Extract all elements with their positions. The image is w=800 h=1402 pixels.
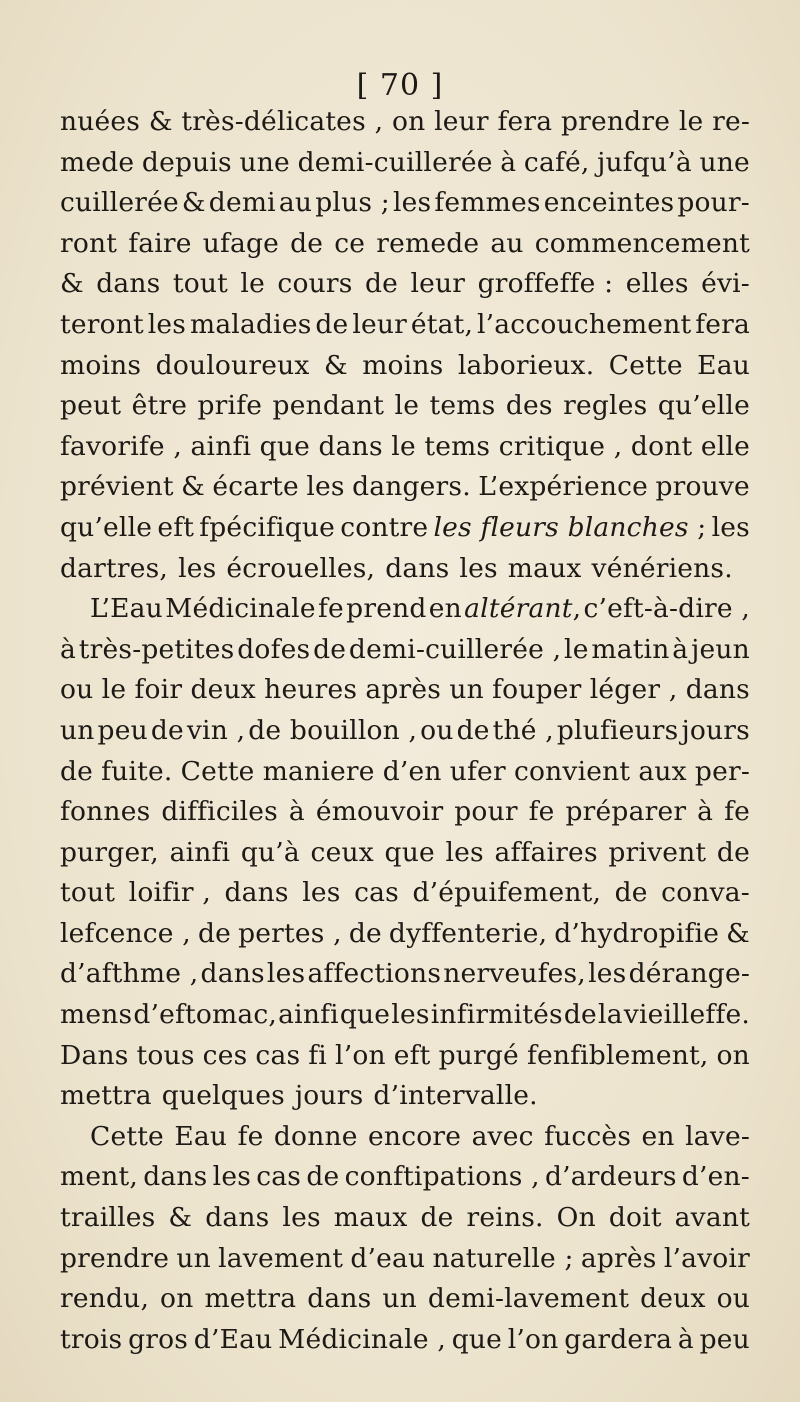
word: de bouillon , <box>248 714 418 746</box>
text-line <box>60 711 750 752</box>
word: les <box>445 836 484 868</box>
word: dyffenterie, <box>388 917 548 949</box>
word: d’en <box>382 755 442 787</box>
word: jours <box>294 1080 364 1112</box>
text-line <box>60 427 750 468</box>
word: groffeffe : <box>477 268 614 300</box>
word: d’ardeurs <box>545 1161 677 1193</box>
word: trailles <box>60 1202 156 1234</box>
word: fi <box>308 1039 327 1071</box>
word: ceux <box>310 836 374 868</box>
text-line <box>60 873 750 914</box>
text-line <box>60 467 750 508</box>
word: à <box>677 1323 694 1355</box>
text-line <box>60 995 750 1036</box>
word: Dans <box>60 1039 129 1071</box>
word: remede <box>376 227 480 259</box>
word: de <box>348 917 382 949</box>
word: écarte <box>212 471 299 503</box>
word: , <box>374 106 384 137</box>
word: dans <box>143 1161 208 1193</box>
word: des <box>505 390 553 422</box>
word: au <box>278 187 313 219</box>
word: plus ; <box>315 187 390 219</box>
word: purger, <box>60 836 159 868</box>
word: les <box>392 187 432 219</box>
word: cours <box>277 268 353 300</box>
word: fera <box>695 308 750 340</box>
word: le <box>678 106 704 137</box>
word: demi-cuillerée <box>297 146 493 178</box>
word: les <box>147 308 187 340</box>
word: fera <box>497 106 553 137</box>
word: naturelle ; <box>432 1242 574 1274</box>
word: de <box>315 308 349 340</box>
word: loifir , <box>128 877 211 909</box>
word: les <box>588 958 627 990</box>
word: doit <box>608 1202 662 1234</box>
word: dans <box>318 430 383 462</box>
word: maniere <box>262 755 375 787</box>
word: très-petites <box>78 633 235 665</box>
body-text <box>60 102 750 1360</box>
word: peu <box>699 1323 750 1355</box>
word: prife <box>197 390 263 422</box>
word: qu’à <box>240 836 300 868</box>
word: dans <box>205 1202 270 1234</box>
word: de <box>364 268 399 300</box>
word: heures <box>264 674 358 706</box>
word: cuillerée <box>60 187 179 219</box>
word: de <box>290 227 324 259</box>
word: les fleurs blanches ; <box>433 511 707 543</box>
word: L’expérience <box>478 471 649 503</box>
word: tems <box>424 430 491 462</box>
word: maux <box>333 1202 408 1234</box>
word: foir <box>134 674 183 706</box>
word: infirmités <box>430 999 563 1031</box>
word: elles <box>625 268 689 300</box>
word: jours <box>681 714 750 746</box>
text-line <box>60 1320 750 1361</box>
word: les <box>711 511 750 543</box>
word: leur <box>410 268 466 300</box>
word: lavement <box>218 1242 344 1274</box>
word: prendre <box>560 106 671 137</box>
word: les <box>459 552 498 584</box>
text-line <box>60 1157 750 1198</box>
text-line <box>60 346 750 387</box>
word: cas <box>256 1161 302 1193</box>
text-line <box>60 1279 750 1320</box>
word: deux <box>640 1283 706 1315</box>
word: l’on <box>507 1323 559 1355</box>
word: & <box>323 349 348 381</box>
word: demi-lavement <box>427 1283 630 1315</box>
word: deux <box>190 674 256 706</box>
word: café, <box>523 146 590 178</box>
word: demi <box>208 187 276 219</box>
word: moins <box>60 349 142 381</box>
text-line <box>60 102 750 143</box>
word: ainfi <box>278 999 339 1031</box>
word: peut <box>60 390 122 422</box>
word: que <box>259 430 310 462</box>
word: On <box>556 1202 596 1234</box>
word: à <box>672 633 689 665</box>
word: aux <box>638 755 687 787</box>
word: conftipations , <box>344 1161 540 1193</box>
word: conva- <box>661 877 750 909</box>
text-line <box>60 1076 750 1117</box>
word: fe <box>724 796 750 828</box>
word: dans <box>96 268 161 300</box>
word: on <box>716 1039 750 1071</box>
word: qu’elle <box>60 511 153 543</box>
word: commencement <box>534 227 750 259</box>
word: teront <box>60 308 144 340</box>
word: L’Eau <box>90 593 163 625</box>
word: qu’elle <box>657 390 750 422</box>
word: faire <box>128 227 192 259</box>
word: ou <box>60 674 94 706</box>
word: leur <box>434 106 489 137</box>
word: enceintes <box>543 187 675 219</box>
word: les <box>302 877 341 909</box>
word: Cette <box>180 755 255 787</box>
word: fouper <box>492 674 582 706</box>
text-line <box>60 833 750 874</box>
word: dans <box>200 958 265 990</box>
word: de <box>563 999 597 1031</box>
word: tout <box>60 877 116 909</box>
word: ce <box>334 227 366 259</box>
word: fpécifique <box>199 511 336 543</box>
word: de <box>150 714 184 746</box>
word: affaires <box>494 836 598 868</box>
word: d’afthme , <box>60 958 199 990</box>
word: d’Eau <box>193 1323 273 1355</box>
word: tems <box>429 390 496 422</box>
word: pour- <box>677 187 750 219</box>
word: à <box>500 146 517 178</box>
word: après <box>580 1242 657 1274</box>
word: dartres, <box>60 552 169 584</box>
word: fonnes <box>60 796 151 828</box>
text-line <box>60 1239 750 1280</box>
word: ou <box>420 714 454 746</box>
text-line <box>60 752 750 793</box>
word: Cette <box>90 1120 164 1152</box>
word: altérant, <box>464 593 582 625</box>
text-line <box>60 224 750 265</box>
word: les <box>306 471 345 503</box>
text-line <box>60 792 750 833</box>
word: Médicinale , <box>278 1323 446 1355</box>
word: émouvoir <box>315 796 444 828</box>
text-line <box>60 589 750 630</box>
word: affections <box>307 958 442 990</box>
word: femmes <box>434 187 541 219</box>
word: la <box>598 999 623 1031</box>
word: & <box>168 1202 193 1234</box>
word: fuccès <box>544 1120 632 1152</box>
word: regles <box>563 390 648 422</box>
word: reins. <box>466 1202 544 1234</box>
word: préparer <box>565 796 687 828</box>
word: eft <box>393 1039 431 1071</box>
word: évi- <box>701 268 750 300</box>
word: d’hydropifie <box>554 917 720 949</box>
word: favorife , <box>60 430 183 462</box>
word: re- <box>712 106 750 137</box>
word: dangers. <box>352 471 471 503</box>
word: d’en- <box>681 1161 750 1193</box>
word: dérange- <box>628 958 750 990</box>
word: les <box>178 552 217 584</box>
word: le <box>101 674 127 706</box>
word: ou <box>716 1283 750 1315</box>
word: ainfi <box>169 836 231 868</box>
word: elle <box>700 430 750 462</box>
word: à <box>697 796 714 828</box>
word: ufage <box>202 227 280 259</box>
word: peu <box>97 714 148 746</box>
text-line <box>60 264 750 305</box>
word: Eau <box>697 349 750 381</box>
word: donne <box>273 1120 358 1152</box>
word: ainfi <box>190 430 252 462</box>
text-line <box>60 549 750 590</box>
word: de <box>60 755 94 787</box>
word: de <box>313 633 347 665</box>
word: dont <box>630 430 693 462</box>
word: lave- <box>685 1120 750 1152</box>
word: cas <box>354 877 399 909</box>
word: & <box>148 106 173 137</box>
word: en <box>641 1120 675 1152</box>
word: les <box>282 1202 321 1234</box>
word: on <box>160 1283 194 1315</box>
word: de <box>614 877 648 909</box>
word: état, <box>410 308 474 340</box>
word: leur <box>352 308 408 340</box>
word: le <box>240 268 265 300</box>
word: tous <box>136 1039 195 1071</box>
text-line <box>60 183 750 224</box>
word: avant <box>674 1202 750 1234</box>
word: le <box>394 390 420 422</box>
text-line <box>60 1198 750 1239</box>
word: & <box>726 917 750 949</box>
text-line <box>60 386 750 427</box>
word: rendu, <box>60 1283 150 1315</box>
word: mettra <box>204 1283 297 1315</box>
word: dans <box>224 877 289 909</box>
word: jufqu’à <box>597 146 692 178</box>
word: vénériens. <box>591 552 733 584</box>
word: d’épuifement, <box>412 877 602 909</box>
word: prend <box>346 593 427 625</box>
word: on <box>391 106 426 137</box>
word: & <box>181 471 205 503</box>
word: dans <box>307 1283 372 1315</box>
text-line <box>60 508 750 549</box>
word: vieilleffe. <box>623 999 750 1031</box>
word: ces <box>202 1039 248 1071</box>
word: prendre <box>60 1242 170 1274</box>
word: tout <box>172 268 228 300</box>
word: pour <box>454 796 518 828</box>
word: depuis <box>141 146 232 178</box>
word: jeun <box>691 633 750 665</box>
word: quelques <box>161 1080 285 1112</box>
word: fe <box>318 593 344 625</box>
word: de <box>456 714 490 746</box>
word: & <box>181 187 206 219</box>
word: le <box>391 430 416 462</box>
word: de <box>716 836 750 868</box>
text-line <box>60 954 750 995</box>
word: critique , <box>498 430 623 462</box>
word: per- <box>694 755 750 787</box>
word: les <box>266 958 306 990</box>
word: convient <box>513 755 631 787</box>
word: un <box>382 1283 417 1315</box>
word: léger , <box>589 674 678 706</box>
word: vin , <box>186 714 246 746</box>
word: moins <box>362 349 444 381</box>
word: cas <box>255 1039 301 1071</box>
word: fenfiblement, <box>526 1039 709 1071</box>
word: à <box>288 796 305 828</box>
word: encore <box>368 1120 462 1152</box>
text-line <box>60 1117 750 1158</box>
word: trois <box>60 1323 123 1355</box>
word: dofes <box>237 633 311 665</box>
word: lefcence , <box>60 917 191 949</box>
word: ufer <box>449 755 506 787</box>
word: thé , <box>492 714 554 746</box>
word: très-délicates <box>181 106 366 137</box>
word: mede <box>60 146 135 178</box>
word: prouve <box>655 471 750 503</box>
word: que <box>339 999 391 1031</box>
word: être <box>131 390 188 422</box>
word: contre <box>340 511 429 543</box>
text-line <box>60 914 750 955</box>
word: après <box>365 674 442 706</box>
word: gros <box>128 1323 189 1355</box>
word: maux <box>507 552 582 584</box>
word: mettra <box>60 1080 152 1112</box>
word: demi-cuillerée , <box>348 633 562 665</box>
word: fuite. <box>101 755 173 787</box>
word: Cette <box>608 349 683 381</box>
word: l’on <box>335 1039 386 1071</box>
word: plufieurs <box>556 714 679 746</box>
word: difficiles <box>161 796 278 828</box>
word: fe <box>528 796 555 828</box>
word: ront <box>60 227 118 259</box>
word: d’eftomac, <box>133 999 278 1031</box>
word: Eau <box>174 1120 228 1152</box>
word: purgé <box>438 1039 519 1071</box>
word: l’accouchement <box>476 308 692 340</box>
word: une <box>239 146 290 178</box>
word: un <box>176 1242 211 1274</box>
word: eft <box>157 511 195 543</box>
word: que <box>451 1323 503 1355</box>
word: avec <box>471 1120 534 1152</box>
text-line <box>60 305 750 346</box>
word: prévient <box>60 471 174 503</box>
word: dans <box>685 674 750 706</box>
word: privent <box>608 836 707 868</box>
word: de <box>420 1202 454 1234</box>
word: écrouelles, <box>226 552 376 584</box>
word: pendant <box>272 390 385 422</box>
word: un <box>449 674 484 706</box>
word: gardera <box>564 1323 673 1355</box>
word: dans <box>385 552 450 584</box>
text-line <box>60 630 750 671</box>
word: pertes , <box>238 917 342 949</box>
word: ment, <box>60 1161 138 1193</box>
text-line <box>60 1036 750 1077</box>
word: matin <box>591 633 670 665</box>
word: Médicinale <box>165 593 316 625</box>
word: fe <box>237 1120 264 1152</box>
word: en <box>428 593 462 625</box>
word: d’intervalle. <box>373 1080 538 1112</box>
word: d’eau <box>350 1242 426 1274</box>
word: une <box>699 146 750 178</box>
word: laborieux. <box>457 349 595 381</box>
word: c’eft-à-dire , <box>583 593 750 625</box>
word: de <box>197 917 232 949</box>
word: le <box>564 633 589 665</box>
word: à <box>60 633 76 665</box>
word: un <box>60 714 95 746</box>
word: les <box>391 999 430 1031</box>
text-line <box>60 670 750 711</box>
word: que <box>384 836 435 868</box>
page-number: [ 70 ] <box>356 68 444 103</box>
word: nerveufes, <box>443 958 586 990</box>
word: mens <box>60 999 133 1031</box>
word: maladies <box>189 308 312 340</box>
word: les <box>212 1161 252 1193</box>
word: & <box>60 268 84 300</box>
word: nuées <box>60 106 141 137</box>
word: l’avoir <box>663 1242 750 1274</box>
word: au <box>490 227 524 259</box>
word: de <box>306 1161 340 1193</box>
text-line <box>60 143 750 184</box>
word: douloureux <box>155 349 310 381</box>
